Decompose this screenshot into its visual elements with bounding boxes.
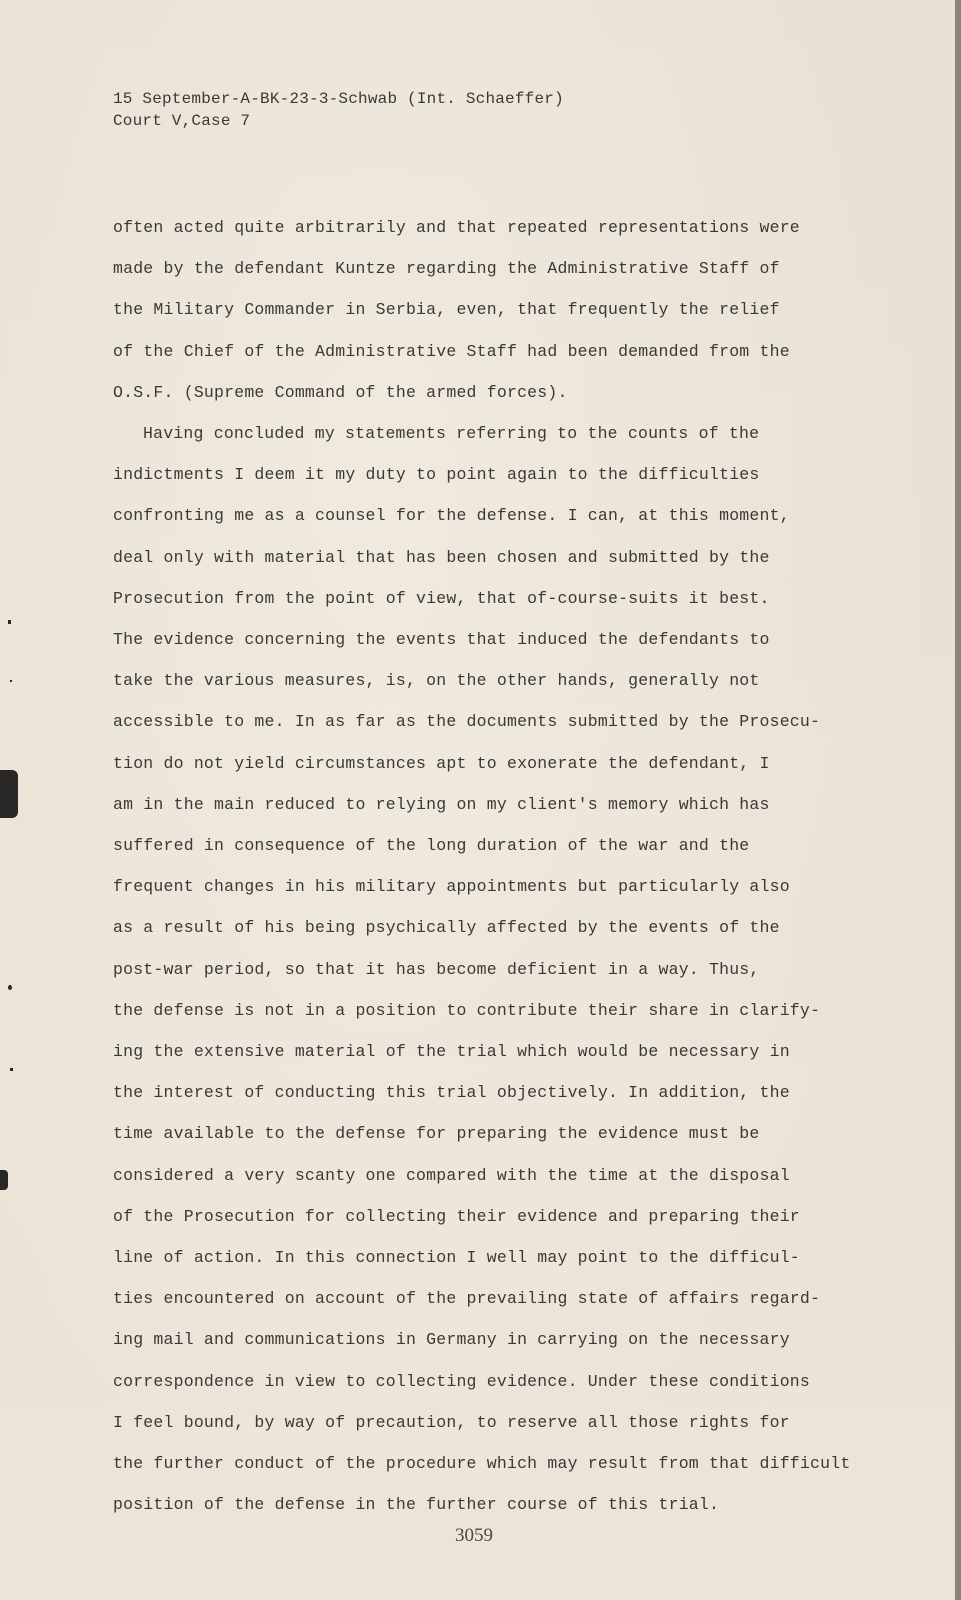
body-line: O.S.F. (Supreme Command of the armed forces). — [113, 382, 568, 402]
binding-hole-mark — [0, 770, 18, 818]
body-line: indictments I deem it my duty to point again to the difficulties — [113, 465, 760, 485]
ink-speck — [10, 1068, 13, 1071]
body-line: deal only with material that has been chosen and submitted by the — [113, 547, 770, 567]
body-line: frequent changes in his military appointments but particularly also — [113, 877, 790, 897]
body-line-paragraph-start: Having concluded my statements referring to the counts of the — [143, 424, 760, 444]
body-line: I feel bound, by way of precaution, to reserve all those rights for — [113, 1412, 790, 1432]
body-line: take the various measures, is, on the other hands, generally not — [113, 671, 760, 691]
document-header — [113, 88, 564, 132]
body-line: Prosecution from the point of view, that of-course-suits it best. — [113, 588, 770, 608]
body-line: considered a very scanty one compared with the time at the disposal — [113, 1165, 790, 1185]
body-line: The evidence concerning the events that induced the defendants to — [113, 630, 770, 650]
document-body — [113, 207, 873, 1526]
body-line: often acted quite arbitrarily and that repeated representations were — [113, 218, 800, 237]
body-line: the interest of conducting this trial objectively. In addition, the — [113, 1083, 790, 1103]
page-number: 3059 — [455, 1525, 493, 1546]
body-line: the defense is not in a position to contribute their share in clarify- — [113, 1000, 821, 1020]
body-line: time available to the defense for preparing the evidence must be — [113, 1124, 760, 1144]
body-line: made by the defendant Kuntze regarding the Administrative Staff of — [113, 259, 780, 279]
ink-speck — [8, 985, 12, 990]
ink-speck — [8, 620, 11, 624]
header-reference-line: 15 September-A-BK-23-3-Schwab (Int. Schaeffer) — [113, 90, 564, 108]
body-line: of the Prosecution for collecting their evidence and preparing their — [113, 1206, 800, 1226]
body-line: of the Chief of the Administrative Staff had been demanded from the — [113, 341, 790, 361]
body-line: position of the defense in the further course of this trial. — [113, 1495, 720, 1515]
binding-hole-mark — [0, 1170, 8, 1190]
body-line: the further conduct of the procedure which may result from that difficult — [113, 1454, 851, 1474]
body-line: ing the extensive material of the trial which would be necessary in — [113, 1042, 790, 1062]
body-line: accessible to me. In as far as the documents submitted by the Prosecu- — [113, 712, 821, 732]
body-line: correspondence in view to collecting evidence. Under these conditions — [113, 1371, 811, 1391]
body-line: suffered in consequence of the long duration of the war and the — [113, 836, 750, 856]
body-line: tion do not yield circumstances apt to exonerate the defendant, I — [113, 753, 770, 773]
ink-speck — [10, 680, 12, 682]
header-court-line: Court V,Case 7 — [113, 112, 251, 130]
body-line: ties encountered on account of the prevailing state of affairs regard- — [113, 1289, 821, 1309]
body-line: post-war period, so that it has become deficient in a way. Thus, — [113, 959, 760, 979]
body-line: am in the main reduced to relying on my client's memory which has — [113, 794, 770, 814]
body-line: ing mail and communications in Germany in carrying on the necessary — [113, 1330, 790, 1350]
body-line: confronting me as a counsel for the defense. I can, at this moment, — [113, 506, 790, 526]
body-line: as a result of his being psychically affected by the events of the — [113, 918, 780, 938]
body-line: line of action. In this connection I well may point to the difficul- — [113, 1248, 800, 1268]
body-line: the Military Commander in Serbia, even, that frequently the relief — [113, 300, 780, 320]
